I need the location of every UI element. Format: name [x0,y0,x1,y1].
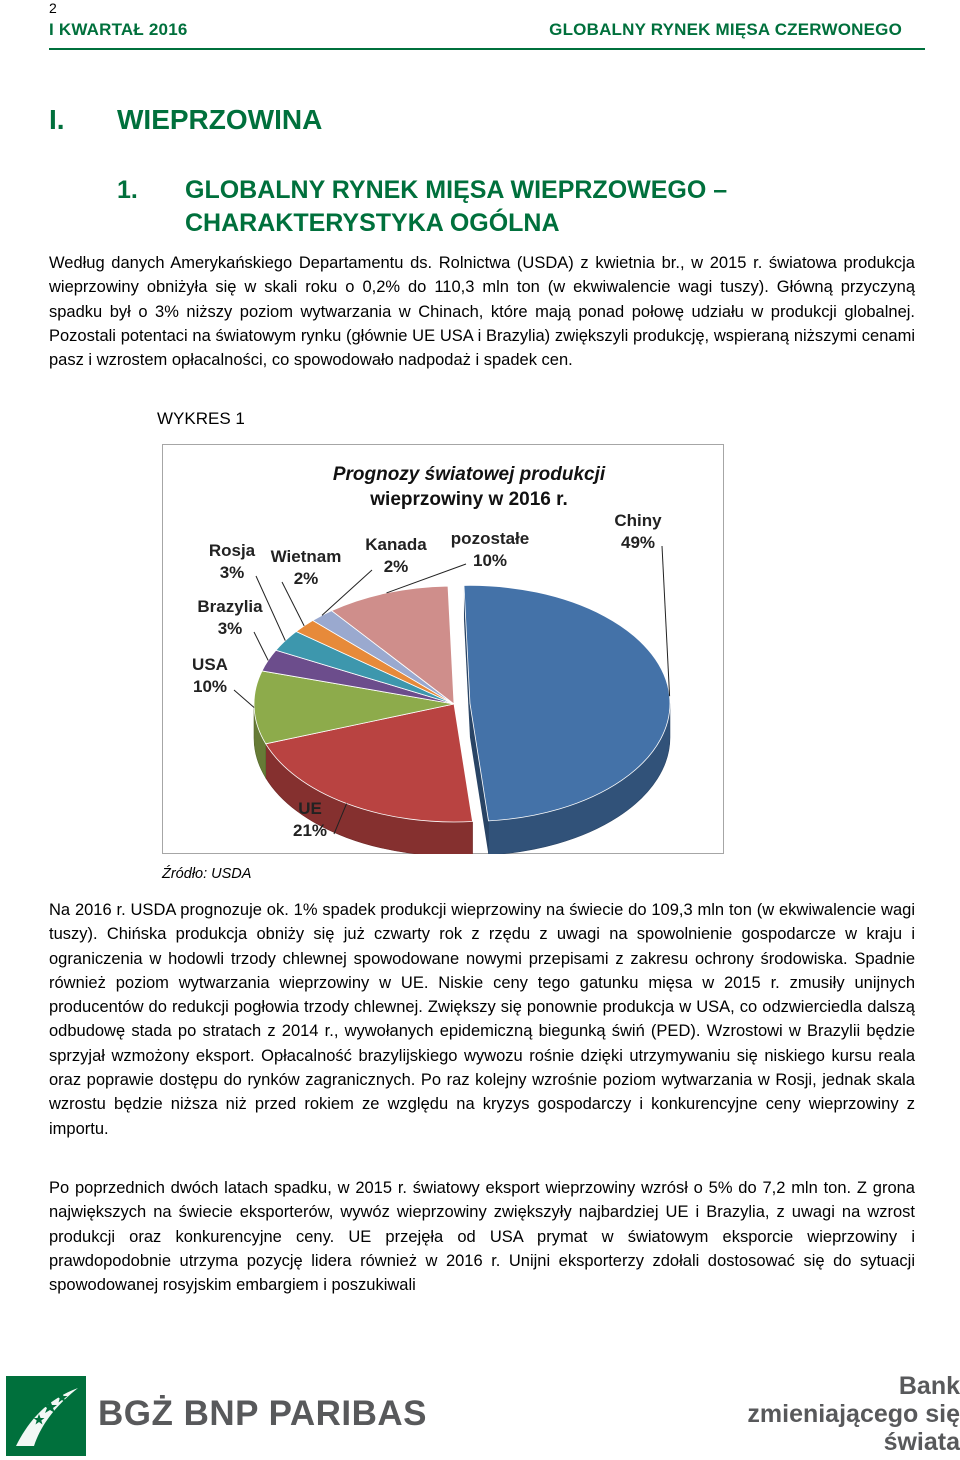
slogan-line1: Bank [898,1372,960,1400]
slice-name-pozostałe: pozostałe [450,529,530,548]
slice-value-brazylia: 3% [217,619,243,638]
figure-label: WYKRES 1 [157,409,245,428]
slice-name-chiny: Chiny [614,511,662,530]
chart-title-line1: Prognozy światowej produkcji [332,464,606,485]
footer-slogan [700,1372,960,1456]
slice-name-brazylia: Brazylia [197,597,263,616]
slice-value-rosja: 3% [219,563,245,582]
section-title: WIEPRZOWINA [117,104,323,135]
footer-logo-text: BGŻ BNP PARIBAS [98,1394,428,1433]
subsection-title: GLOBALNY RYNEK MIĘSA WIEPRZOWEGO – CHARAKTERYSTYKA OGÓLNA [185,176,728,237]
chart-title-line2: wieprzowiny w 2016 r. [370,489,568,510]
slice-value-ue: 21% [292,821,328,840]
slice-value-wietnam: 2% [293,569,319,588]
paragraph-intro: Według danych Amerykańskiego Departamentu ds. Rolnictwa (USDA) z kwietnia br., w 2015 r. światowa produkcja wieprzowiny obniżyła się w skali roku o 0,2% do 110,3 mln ton (w ekwiwalencie wagi tuszy). Główną przyczyną spadku był o 3% niższy poziom wytwarzania w Chinach, które mają ponad połowę udziału w produkcji globalnej. Pozostali potentaci na światowym rynku (głównie UE USA i Brazylia) zwiększyli produkcję, wspieraną niższymi cenami pasz i wzrostem opłacalności, co spowodowało nadpodaż i spadek cen. [49,254,915,370]
header-report-title: GLOBALNY RYNEK MIĘSA CZERWONEGO [549,20,902,39]
paragraph-forecast: Na 2016 r. USDA prognozuje ok. 1% spadek produkcji wieprzowiny na świecie do 109,3 mln ton (w ekwiwalencie wagi tuszy). Chińska produkcja obniży się już czwarty rok z rzędu z uwagi na spowolnienie gospodarcze w kraju i ograniczenia w hodowli trzody chlewnej spowodowane nowymi przepisami z zakresu ochrony środowiska. Spadnie również poziom wytwarzania wieprzowiny w UE. Niskie ceny tego gatunku mięsa w 2015 r. zmusiły unijnych producentów do redukcji pogłowia trzody chlewnej. Zwiększy się ponownie produkcja w USA, co odzwierciedla dalszą odbudowę stada po stratach z 2014 r., wywołanych epidemiczną biegunką świń (PED). Wzrostowi w Brazylii będzie sprzyjał wzmożony eksport. Opłacalność brazylijskiego wywozu rośnie dzięki utrzymywaniu się niskiego kursu reala oraz poprawie dostępu do rynków zagranicznych. Po raz kolejny wzrośnie poziom wytwarzania w Rosji, jednak skala wzrostu będzie niższa niż przed rokiem ze względu na kryzys gospodarczy i konkurencyjne ceny wieprzowiny z importu. [49,901,915,1138]
slice-value-pozostałe: 10% [472,551,508,570]
slice-name-usa: USA [192,655,228,674]
slice-value-chiny: 49% [620,533,656,552]
slice-name-rosja: Rosja [208,541,256,560]
header-rule [49,48,925,50]
slice-name-ue: UE [298,799,322,818]
slice-value-kanada: 2% [383,557,409,576]
figure-source: Źródło: USDA [162,866,252,882]
section-number: I. [49,104,65,135]
slice-name-kanada: Kanada [365,535,427,554]
bnp-stars-logo-icon [6,1376,86,1456]
pie-chart-svg [162,444,724,854]
slogan-line2: zmieniającego się [747,1400,960,1428]
slogan-line3: świata [883,1428,960,1456]
slice-value-usa: 10% [192,677,228,696]
subsection-number: 1. [117,176,138,204]
page-number: 2 [49,0,57,16]
pie-chart [162,444,724,854]
header-quarter: I KWARTAŁ 2016 [49,20,188,39]
paragraph-export: Po poprzednich dwóch latach spadku, w 2015 r. światowy eksport wieprzowiny wzrósł o 5% do 7,2 mln ton. Z grona największych na świecie eksporterów, wywóz wieprzowiny zwiększyły najbardziej UE i Brazylia, z uwagi na wzrost produkcji oraz konkurencyjne ceny. UE przejęła od USA prymat w światowym eksporcie wieprzowiny i prawdopodobnie utrzyma pozycję lidera również w 2016 r. Unijni eksporterzy zdołali dostosować się do sytuacji spowodowanej rosyjskim embargiem i poszukiwali [49,1179,915,1295]
slice-name-wietnam: Wietnam [270,547,342,566]
